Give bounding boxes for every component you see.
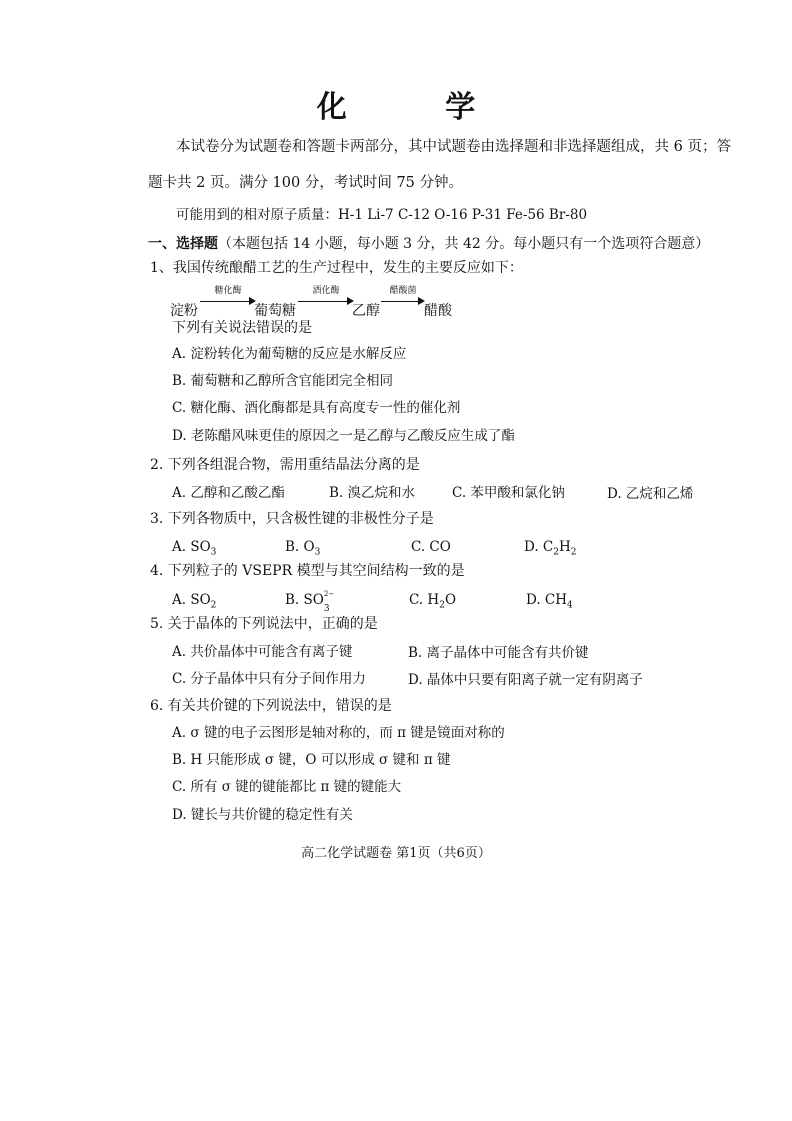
q5-option-c: C. 分子晶体中只有分子间作用力 bbox=[172, 671, 366, 687]
q3-option-c: C. CO bbox=[411, 539, 451, 555]
q5-option-b: B. 离子晶体中可能含有共价键 bbox=[408, 645, 589, 661]
reactant-starch: 淀粉 bbox=[170, 303, 198, 319]
q1-option-d: D. 老陈醋风味更佳的原因之一是乙醇与乙酸反应生成了酯 bbox=[172, 428, 515, 444]
q4-option-d: D. $CH_4$ bbox=[526, 592, 573, 611]
enzyme-label-1: 糖化酶 bbox=[214, 286, 242, 296]
q3-option-d: D. $C_2H_2$ bbox=[524, 539, 577, 558]
q2-option-b: B. 溴乙烷和水 bbox=[329, 485, 416, 501]
q1-option-c: C. 糖化酶、酒化酶都是具有高度专一性的催化剂 bbox=[172, 400, 461, 416]
q6-stem: 6. 有关共价键的下列说法中，错误的是 bbox=[150, 698, 392, 714]
q1-prompt: 下列有关说法错误的是 bbox=[172, 320, 312, 336]
q2-option-a: A. 乙醇和乙酸乙酯 bbox=[172, 485, 285, 501]
q3-option-a: A. $SO_3$ bbox=[172, 539, 217, 558]
q2-stem: 2. 下列各组混合物，需用重结晶法分离的是 bbox=[150, 457, 420, 473]
q2-option-d: D. 乙烷和乙烯 bbox=[607, 486, 694, 502]
reaction-arrow-2 bbox=[298, 286, 354, 316]
q5-stem: 5. 关于晶体的下列说法中，正确的是 bbox=[150, 616, 378, 632]
q5-option-a: A. 共价晶体中可能含有离子键 bbox=[172, 644, 353, 660]
product-glucose: 葡萄糖 bbox=[254, 303, 296, 319]
section-heading bbox=[148, 234, 709, 254]
q2-option-c: C. 苯甲酸和氯化钠 bbox=[452, 485, 565, 501]
q4-stem: 4. 下列粒子的 VSEPR 模型与其空间结构一致的是 bbox=[150, 563, 465, 579]
q6-option-c: C. 所有 σ 键的键能都比 π 键的键能大 bbox=[172, 779, 402, 795]
enzyme-label-2: 酒化酶 bbox=[312, 286, 340, 296]
intro-line-1: 本试卷分为试题卷和答题卡两部分，其中试题卷由选择题和非选择题组成，共 6 页；答 bbox=[176, 139, 731, 155]
product-acetic-acid: 醋酸 bbox=[424, 303, 452, 319]
q4-option-b: B. $SO_3$ 2− bbox=[285, 590, 335, 614]
atomic-masses: 可能用到的相对原子质量：H-1 Li-7 C-12 O-16 P-31 Fe-56 Br-80 bbox=[176, 207, 588, 223]
product-ethanol: 乙醇 bbox=[352, 303, 380, 319]
section-description: （本题包括 14 小题，每小题 3 分，共 42 分。每小题只有一个选项符合题意） bbox=[218, 236, 710, 252]
q1-option-b: B. 葡萄糖和乙醇所含官能团完全相同 bbox=[172, 373, 394, 389]
page-footer: 高二化学试题卷 第1页（共6页） bbox=[301, 846, 491, 861]
q6-option-b: B. H 只能形成 σ 键，O 可以形成 σ 键和 π 键 bbox=[172, 752, 451, 768]
intro-line-2: 题卡共 2 页。满分 100 分，考试时间 75 分钟。 bbox=[148, 175, 464, 191]
reaction-arrow-3 bbox=[381, 286, 425, 316]
section-title: 一、选择题 bbox=[148, 236, 218, 252]
q4-option-c: C. $H_2O$ bbox=[409, 592, 457, 611]
q1-option-a: A. 淀粉转化为葡萄糖的反应是水解反应 bbox=[172, 346, 407, 362]
q6-option-d: D. 键长与共价键的稳定性有关 bbox=[172, 807, 353, 823]
q1-stem: 1、我国传统酿醋工艺的生产过程中，发生的主要反应如下： bbox=[150, 260, 523, 276]
reaction-arrow-1 bbox=[200, 286, 256, 316]
q6-option-a: A. σ 键的电子云图形是轴对称的，而 π 键是镜面对称的 bbox=[172, 725, 505, 741]
q3-option-b: B. $O_3$ bbox=[285, 539, 321, 558]
enzyme-label-3: 醋酸菌 bbox=[389, 286, 417, 296]
q4-option-a: A. $SO_2$ bbox=[172, 592, 217, 611]
page-title: 化 学 bbox=[316, 90, 520, 125]
q3-stem: 3. 下列各物质中，只含极性键的非极性分子是 bbox=[150, 511, 434, 527]
q5-option-d: D. 晶体中只要有阳离子就一定有阴离子 bbox=[408, 672, 643, 688]
